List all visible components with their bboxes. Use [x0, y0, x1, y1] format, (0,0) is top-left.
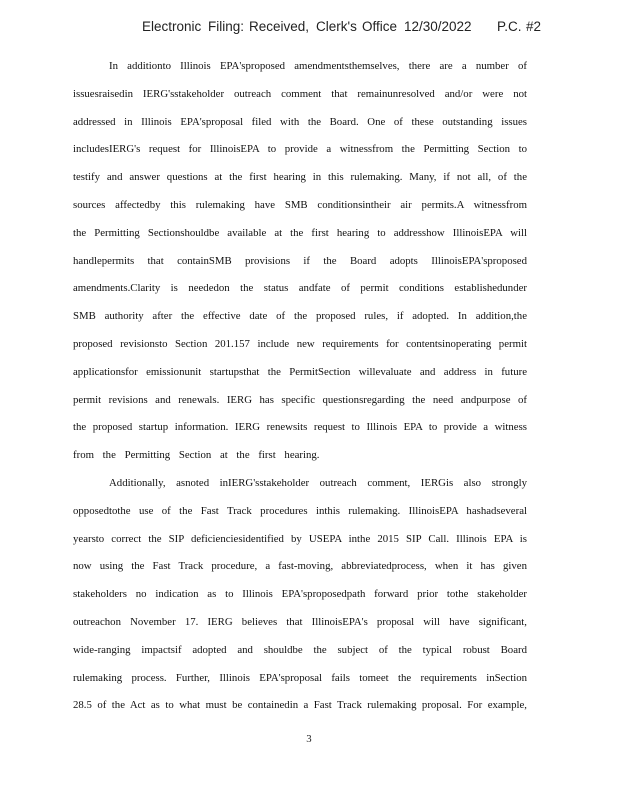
text-line: now using the Fast Track procedure, a fast-moving, abbreviatedprocess, when it has given — [73, 560, 527, 573]
paragraph-last-line — [73, 445, 527, 473]
text-line: 28.5 of the Act as to what must be containedin a Fast Track rulemaking proposal. For example, — [73, 699, 527, 712]
text-line: yearsto correct the SIP deficienciesidentified by USEPA inthe 2015 SIP Call. Illinois EPA is — [73, 532, 527, 545]
text-line: from the Permitting Section at the first hearing. — [73, 449, 320, 462]
header-word: P.C. — [497, 19, 522, 34]
text-line: proposed revisionsto Section 201.157 include new requirements for contentsinoperating permit — [73, 337, 527, 350]
text-line: applicationsfor emissionunit startupsthat the PermitSection willevaluate and address in future — [73, 365, 527, 378]
text-line: sources affectedby this rulemaking have SMB conditionsintheir air permits.A witnessfrom — [73, 198, 527, 211]
header-word: Office — [362, 19, 398, 34]
text-line: includesIERG's request for IllinoisEPA to provide a witnessfrom the Permitting Section to — [73, 143, 527, 156]
header-docket-number: #2 — [526, 19, 542, 34]
page-number: 3 — [306, 733, 312, 745]
text-line: issuesraisedin IERG'sstakeholder outreach comment that remainunresolved and/or were not — [73, 87, 527, 100]
header-word: Received, — [249, 19, 310, 34]
header-filing-date: 12/30/2022 — [404, 19, 472, 34]
header-word: Filing: — [208, 19, 245, 34]
text-line: the Permitting Sectionshouldbe available at the first hearing to addresshow IllinoisEPA will — [73, 226, 527, 239]
text-line: testify and answer questions at the first hearing in this rulemaking. Many, if not all, of the — [73, 171, 527, 184]
text-line: the proposed startup information. IERG renewsits request to Illinois EPA to provide a witness — [73, 421, 527, 434]
text-line: Additionally, asnoted inIERG'sstakeholder outreach comment, IERGis also strongly — [109, 476, 527, 489]
header-word: Clerk's — [316, 19, 357, 34]
text-line: opposedtothe use of the Fast Track procedures inthis rulemaking. IllinoisEPA hashadseveral — [73, 504, 527, 517]
text-line: outreachon November 17. IERG believes that IllinoisEPA's proposal will have significant, — [73, 615, 527, 628]
text-line: permit revisions and renewals. IERG has specific questionsregarding the need andpurpose of — [73, 393, 527, 406]
text-line: wide-ranging impactsif adopted and shouldbe the subject of the typical robust Board — [73, 643, 527, 656]
text-line: SMB authority after the effective date of the proposed rules, if adopted. In addition,the — [73, 310, 527, 323]
document-body — [73, 56, 527, 723]
text-line: In additionto Illinois EPA'sproposed amendmentsthemselves, there are a number of — [109, 60, 527, 72]
text-line: amendments.Clarity is neededon the status andfate of permit conditions establishedunder — [73, 282, 527, 295]
text-line: rulemaking process. Further, Illinois EPA'sproposal fails tomeet the requirements inSection — [73, 671, 527, 684]
text-line: addressed in Illinois EPA'sproposal filed with the Board. One of these outstanding issues — [73, 115, 527, 128]
text-line: handlepermits that containSMB provisions if the Board adopts IllinoisEPA'sproposed — [73, 254, 527, 267]
text-line: stakeholders no indication as to Illinois EPA'sproposedpath forward prior tothe stakeholder — [73, 588, 527, 601]
filing-stamp-header — [0, 19, 618, 39]
header-word: Electronic — [142, 19, 202, 34]
